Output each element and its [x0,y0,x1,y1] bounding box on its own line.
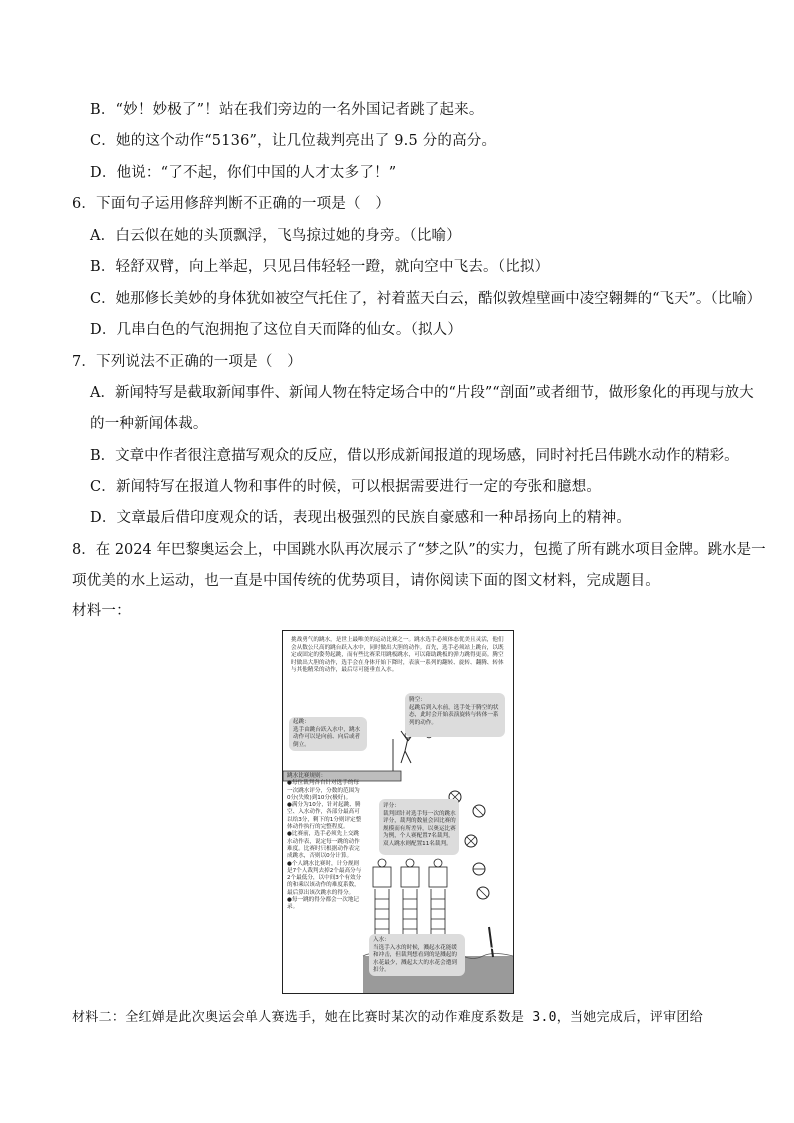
material-two-text: 材料二：全红婵是此次奥运会单人赛选手，她在比赛时某次的动作难度系数是 3.0，当她完成后，评审团给 [72,1010,704,1025]
q5-option-d: D．他说：“了不起，你们中国的人才太多了！” [90,165,397,181]
q8-stem-line2: 项优美的水上运动，也一直是中国传统的优势项目，请你阅读下面的图文材料，完成题目。 [72,573,660,589]
q6-option-c: C．她那修长美妙的身体犹如被空气托住了，衬着蓝天白云，酷似敦煌壁画中凌空翱舞的“飞天”。（比喻） [90,291,762,307]
q7-option-a-line1: A．新闻特写是截取新闻事件、新闻人物在特定场合中的“片段”“剖面”或者细节，做形象化的再现与放大 [90,385,754,401]
q7-option-c: C．新闻特写在报道人物和事件的时候，可以根据需要进行一定的夸张和臆想。 [90,479,602,495]
q7-option-d: D．文章最后借印度观众的话，表现出极强烈的民族自豪感和一种昂扬向上的精神。 [90,510,632,526]
q5-option-c: C．她的这个动作“5136”，让几位裁判亮出了 9.5 分的高分。 [90,133,497,149]
diving-infographic [282,630,514,994]
q6-option-a: A．白云似在她的头顶飘浮，飞鸟掠过她的身旁。（比喻） [90,228,461,244]
flight-caption: 腾空： 起跳后到入水前，选手处于腾空的状态，此时会开始表演旋转与转体一系列的动作。 [409,697,499,726]
diving-rules-text: 跳水比赛规则： ●每位裁判各自针对选手的每一次跳水评分，分数的范围为0分(失败)到10分(极好)。 ●满分为10分，针对起跳、腾空、入水动作，各部分最高可以给3分，剩下的1分则评定整体动作执行的完整程度。 ●比赛前，选手必须先上交跳水动作表，说定每一跳的动作难度。比赛时只根据动作表完成跳水，否则以0分计算。 ●个人跳水比赛时，计分规则是7个人裁判去掉2个最高分与2个最低分，以中间3个有效分的和乘以该动作的难度系数，最后算出该次跳水的得分。 ●每一跳的得分都会一次地记录。 [287,773,362,911]
q7-stem: 7．下列说法不正确的一项是（ ） [72,354,302,370]
takeoff-caption: 起跳： 选手由跳台跃入水中，跳水动作可以是向前、向后或者倒立。 [293,719,361,748]
q6-option-b: B．轻舒双臂，向上举起，只见吕伟轻轻一蹬，就向空中飞去。（比拟） [90,259,550,275]
infographic-intro-text: 挑战勇气的跳水，是世上最唯美的运动比赛之一。跳水选手必须体态优美且灵活，他们会从数公尺高的跳台跃入水中，同时做出大胆的动作。首先，选手必须站上跳台，以既定或固定的姿势起跳，而有些比赛采用跳板跳水，可以藉助跳板的弹力跳得更高。腾空时做出大胆的动作，选手会在身体开始下降时，表演一系列的翻转、旋转、翻腾、转体与其他精采的动作，最后尽可能垂直入水。 [291,637,504,674]
q5-option-b: B．“妙！妙极了”！站在我们旁边的一名外国记者跳了起来。 [90,102,484,118]
entry-caption: 入水： 当选手入水的时候，溅起水花能缓和冲击，但裁判想看到的是溅起的水花最少，溅起太大的水花会遭到扣分。 [373,937,457,974]
q7-option-a-line2: 的一种新闻体裁。 [90,416,208,432]
q6-stem: 6．下面句子运用修辞判断不正确的一项是（ ） [72,196,391,212]
q6-option-d: D．几串白色的气泡拥抱了这位自天而降的仙女。（拟人） [90,322,463,338]
material-one-label: 材料一： [72,603,131,619]
q7-option-b: B．文章中作者很注意描写观众的反应，借以形成新闻报道的现场感，同时衬托吕伟跳水动作的精彩。 [90,448,739,464]
scoring-caption: 评分： 裁判团针对选手每一次的跳水评分，裁判的数量会因比赛的规模而有所差异，以奥运比赛为例，个人赛配置7名裁判，双人跳水则配置11名裁判。 [383,803,456,847]
q8-stem-line1: 8．在 2024 年巴黎奥运会上，中国跳水队再次展示了“梦之队”的实力，包揽了所有跳水项目金牌。跳水是一 [72,542,766,558]
